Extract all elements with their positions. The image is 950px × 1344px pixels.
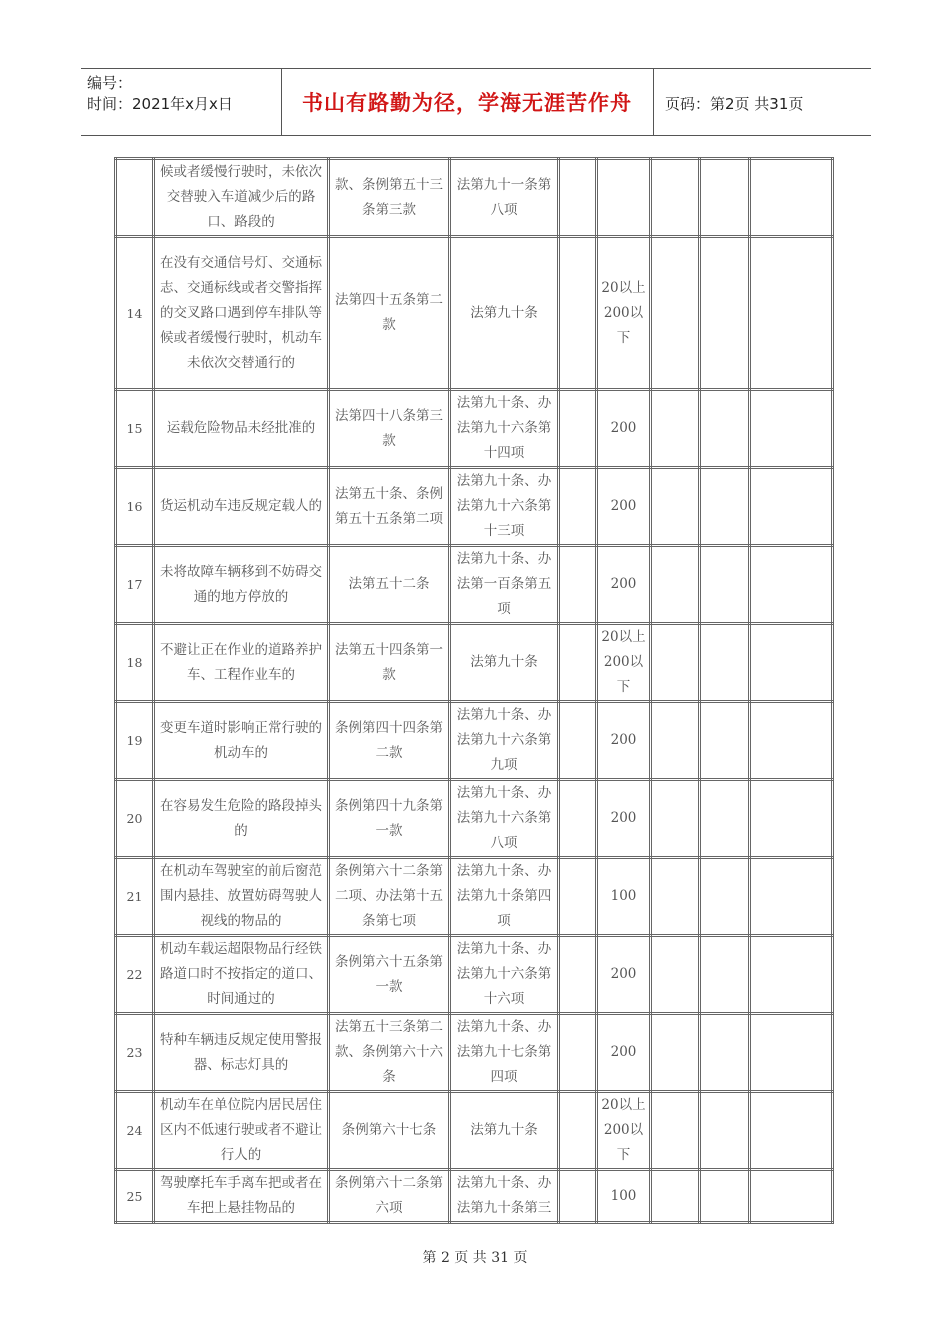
penalty-basis-text: 法第九十条、办法第九十六条第十六项: [456, 941, 552, 1007]
penalty-basis-text: 法第九十条、办法第九十条第四项: [456, 863, 552, 929]
fine-amount: [597, 936, 651, 1014]
row-number-text: 20: [126, 811, 143, 826]
empty-cell: [750, 702, 833, 780]
table-row: [116, 936, 833, 1014]
penalty-basis: [450, 702, 559, 780]
row-number: [116, 546, 154, 624]
empty-cell: [700, 159, 750, 237]
row-number-text: 22: [126, 967, 143, 982]
empty-cell: [559, 546, 597, 624]
violation-description-text: 在没有交通信号灯、交通标志、交通标线或者交警指挥的交叉路口遇到停车排队等候或者缓慢行驶时，机动车未依次交替通行的: [160, 254, 322, 371]
fine-amount-text: 200: [610, 966, 637, 982]
row-number: [116, 1170, 154, 1223]
empty-cell: [750, 1170, 833, 1223]
fine-amount: [597, 159, 651, 237]
row-number-text: 25: [126, 1188, 143, 1204]
empty-cell: [559, 390, 597, 468]
legal-basis-text: 条例第六十二条第二项、办法第十五条第七项: [335, 863, 443, 929]
empty-cell: [700, 1014, 750, 1092]
table-row: [116, 780, 833, 858]
legal-basis-text: 法第四十五条第二款: [335, 292, 443, 333]
fine-amount: [597, 1170, 651, 1223]
fine-amount: [597, 858, 651, 936]
legal-basis: [329, 390, 450, 468]
empty-cell: [700, 237, 750, 390]
fine-amount: [597, 237, 651, 390]
fine-amount-text: 200: [610, 498, 637, 514]
violation-description-text: 货运机动车违反规定载人的: [160, 498, 322, 514]
document-number-label: 编号：: [87, 74, 133, 92]
document-time-label: 时间：2021年x月x日: [87, 95, 233, 113]
legal-basis: [329, 936, 450, 1014]
empty-cell: [750, 624, 833, 702]
violation-description: [154, 1170, 329, 1223]
fine-amount-text: 100: [610, 888, 637, 904]
penalty-basis-text: 法第九十条: [470, 654, 538, 670]
table-row: [116, 159, 833, 237]
fine-amount-text: 20以上200以下: [601, 629, 646, 695]
empty-cell: [700, 780, 750, 858]
violation-description-text: 机动车在单位院内居民居住区内不低速行驶或者不避让行人的: [160, 1097, 322, 1163]
empty-cell: [750, 936, 833, 1014]
fine-amount-text: 100: [610, 1187, 637, 1204]
penalty-basis: [450, 390, 559, 468]
violation-description-text: 特种车辆违反规定使用警报器、标志灯具的: [160, 1031, 322, 1073]
header-divider: [653, 69, 654, 135]
empty-cell: [651, 858, 700, 936]
legal-basis-text: 条例第六十二条第六项: [335, 1175, 443, 1216]
header-page-info: 页码：第2页 共31页: [665, 95, 804, 113]
empty-cell: [700, 546, 750, 624]
fine-amount: [597, 1092, 651, 1170]
legal-basis: [329, 780, 450, 858]
page-header: [81, 68, 871, 136]
legal-basis-text: 条例第四十四条第二款: [335, 719, 443, 761]
fine-amount-text: 200: [610, 1044, 637, 1060]
empty-cell: [559, 1014, 597, 1092]
legal-basis: [329, 468, 450, 546]
legal-basis-text: 条例第六十七条: [341, 1122, 437, 1138]
header-meta: [81, 69, 281, 135]
penalty-basis-text: 法第九十条、办法第九十七条第四项: [456, 1019, 552, 1085]
penalty-basis-text: 法第九十条、办法第九十六条第九项: [456, 707, 552, 773]
empty-cell: [700, 1170, 750, 1223]
table-row: [116, 1092, 833, 1170]
row-number-text: 19: [126, 733, 143, 748]
empty-cell: [651, 624, 700, 702]
empty-cell: [651, 1014, 700, 1092]
penalty-basis-text: 法第九十条、办法第九十六条第十四项: [456, 395, 552, 461]
violation-description: [154, 390, 329, 468]
empty-cell: [651, 546, 700, 624]
empty-cell: [651, 1170, 700, 1223]
legal-basis-text: 法第五十条、条例第五十五条第二项: [335, 485, 443, 527]
fine-amount: [597, 1014, 651, 1092]
empty-cell: [651, 159, 700, 237]
violation-description: [154, 1092, 329, 1170]
empty-cell: [700, 468, 750, 546]
row-number: [116, 1092, 154, 1170]
row-number: [116, 159, 154, 237]
violation-description-text: 候或者缓慢行驶时，未依次交替驶入车道减少后的路口、路段的: [160, 164, 322, 230]
table-row: [116, 237, 833, 390]
legal-basis: [329, 1092, 450, 1170]
penalty-basis: [450, 159, 559, 237]
legal-basis: [329, 546, 450, 624]
fine-amount: [597, 546, 651, 624]
table-row: [116, 468, 833, 546]
table-row: [116, 390, 833, 468]
empty-cell: [651, 468, 700, 546]
table-row: [116, 546, 833, 624]
fine-amount: [597, 624, 651, 702]
fine-amount: [597, 390, 651, 468]
fine-amount-text: 200: [610, 576, 637, 592]
empty-cell: [750, 390, 833, 468]
empty-cell: [700, 624, 750, 702]
violation-description: [154, 702, 329, 780]
empty-cell: [750, 468, 833, 546]
violation-description-text: 变更车道时影响正常行驶的机动车的: [160, 719, 322, 761]
penalty-basis: [450, 858, 559, 936]
empty-cell: [750, 237, 833, 390]
empty-cell: [559, 237, 597, 390]
table-row: [116, 702, 833, 780]
violation-table: [114, 157, 834, 1224]
empty-cell: [559, 1092, 597, 1170]
violation-description-text: 机动车载运超限物品行经铁路道口时不按指定的道口、时间通过的: [160, 941, 322, 1007]
legal-basis-text: 条例第六十五条第一款: [335, 953, 443, 995]
penalty-basis-text: 法第九十条、办法第一百条第五项: [456, 551, 552, 617]
empty-cell: [750, 1014, 833, 1092]
violation-description: [154, 159, 329, 237]
violation-description: [154, 237, 329, 390]
fine-amount-text: 200: [610, 732, 637, 748]
penalty-basis: [450, 237, 559, 390]
penalty-basis-text: 法第九十条、办法第九十六条第十三项: [456, 473, 552, 539]
violation-description-text: 运载危险物品未经批准的: [166, 420, 316, 436]
penalty-basis-text: 法第九十条: [470, 1122, 538, 1138]
empty-cell: [750, 858, 833, 936]
row-number: [116, 468, 154, 546]
empty-cell: [651, 702, 700, 780]
violation-description: [154, 624, 329, 702]
row-number-text: 24: [126, 1123, 143, 1138]
empty-cell: [559, 1170, 597, 1223]
penalty-basis-text: 法第九十条: [470, 304, 538, 321]
legal-basis-text: 条例第四十九条第一款: [335, 797, 443, 839]
penalty-basis: [450, 624, 559, 702]
row-number: [116, 780, 154, 858]
empty-cell: [651, 780, 700, 858]
empty-cell: [750, 780, 833, 858]
header-motto: 书山有路勤为径，学海无涯苦作舟: [302, 91, 632, 115]
empty-cell: [651, 237, 700, 390]
penalty-basis-text: 法第九十条、办法第九十六条第八项: [456, 785, 552, 851]
empty-cell: [700, 858, 750, 936]
empty-cell: [651, 1092, 700, 1170]
penalty-basis: [450, 468, 559, 546]
empty-cell: [750, 1092, 833, 1170]
empty-cell: [750, 546, 833, 624]
row-number: [116, 936, 154, 1014]
row-number-text: 14: [126, 305, 143, 321]
fine-amount-text: 200: [610, 420, 637, 436]
row-number-text: 18: [126, 655, 143, 670]
empty-cell: [700, 936, 750, 1014]
empty-cell: [559, 702, 597, 780]
empty-cell: [559, 624, 597, 702]
row-number: [116, 1014, 154, 1092]
violation-description-text: 未将故障车辆移到不妨碍交通的地方停放的: [160, 563, 322, 605]
legal-basis-text: 法第五十三条第二款、条例第六十六条: [335, 1019, 443, 1085]
violation-description: [154, 1014, 329, 1092]
row-number: [116, 702, 154, 780]
violation-description-text: 在机动车驾驶室的前后窗范围内悬挂、放置妨碍驾驶人视线的物品的: [160, 863, 322, 929]
row-number: [116, 390, 154, 468]
violation-description-text: 不避让正在作业的道路养护车、工程作业车的: [160, 641, 322, 683]
empty-cell: [559, 468, 597, 546]
legal-basis: [329, 1014, 450, 1092]
legal-basis-text: 款、条例第五十三条第三款: [335, 176, 443, 218]
fine-amount-text: 20以上200以下: [601, 1097, 646, 1163]
legal-basis: [329, 858, 450, 936]
row-number-text: 16: [126, 499, 143, 514]
fine-amount: [597, 780, 651, 858]
violation-description: [154, 858, 329, 936]
violation-description-text: 驾驶摩托车手离车把或者在车把上悬挂物品的: [160, 1175, 322, 1216]
empty-cell: [700, 702, 750, 780]
table-row: [116, 1014, 833, 1092]
page-footer: 第 2 页 共 31 页: [422, 1250, 528, 1266]
empty-cell: [700, 390, 750, 468]
violation-description-text: 在容易发生危险的路段掉头的: [160, 797, 322, 839]
empty-cell: [651, 390, 700, 468]
table-row: [116, 1170, 833, 1223]
row-number: [116, 858, 154, 936]
penalty-basis-text: 法第九十一条第八项: [456, 176, 552, 218]
violation-description: [154, 546, 329, 624]
penalty-basis: [450, 936, 559, 1014]
violation-description: [154, 780, 329, 858]
row-number: [116, 237, 154, 390]
legal-basis: [329, 237, 450, 390]
table-row: [116, 624, 833, 702]
penalty-basis: [450, 780, 559, 858]
penalty-basis: [450, 1092, 559, 1170]
row-number-text: 23: [126, 1045, 143, 1060]
row-number-text: 17: [126, 577, 143, 592]
legal-basis: [329, 159, 450, 237]
legal-basis-text: 法第四十八条第三款: [335, 407, 443, 449]
table-row: [116, 858, 833, 936]
fine-amount: [597, 468, 651, 546]
penalty-basis: [450, 1170, 559, 1223]
violation-description: [154, 936, 329, 1014]
empty-cell: [750, 159, 833, 237]
empty-cell: [651, 936, 700, 1014]
row-number-text: 15: [126, 421, 143, 436]
empty-cell: [559, 936, 597, 1014]
legal-basis-text: 法第五十二条: [348, 576, 430, 592]
penalty-basis-text: 法第九十条、办法第九十条第三: [456, 1175, 552, 1216]
fine-amount-text: 200: [610, 810, 637, 826]
empty-cell: [559, 858, 597, 936]
legal-basis: [329, 624, 450, 702]
legal-basis: [329, 702, 450, 780]
row-number: [116, 624, 154, 702]
empty-cell: [700, 1092, 750, 1170]
legal-basis-text: 法第五十四条第一款: [335, 641, 443, 683]
legal-basis: [329, 1170, 450, 1223]
row-number-text: 21: [126, 889, 143, 904]
penalty-basis: [450, 1014, 559, 1092]
empty-cell: [559, 780, 597, 858]
violation-table-body: [116, 159, 833, 1223]
penalty-basis: [450, 546, 559, 624]
empty-cell: [559, 159, 597, 237]
fine-amount: [597, 702, 651, 780]
violation-description: [154, 468, 329, 546]
fine-amount-text: 20以上200以下: [601, 279, 646, 346]
